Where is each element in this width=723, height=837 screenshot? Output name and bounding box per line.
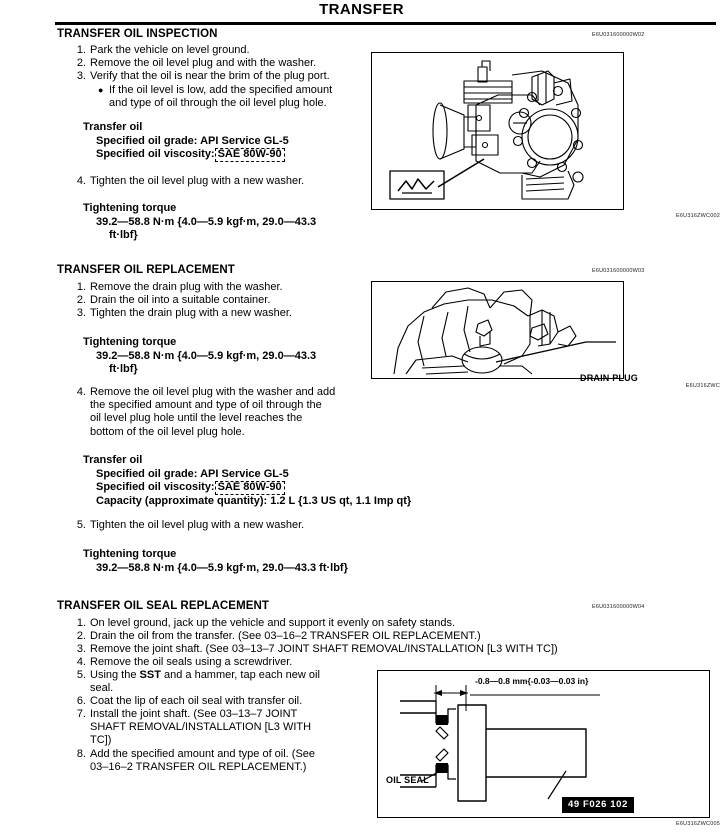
header-divider — [55, 22, 716, 25]
step-text-line3: TC]) — [90, 734, 112, 747]
spec-block-replacement — [83, 454, 411, 508]
step-item — [70, 643, 710, 656]
section-title-replacement: TRANSFER OIL REPLACEMENT — [57, 264, 235, 276]
page-header — [0, 0, 723, 26]
step-number: 4. — [76, 386, 86, 398]
figure-label-oil-seal: OIL SEAL — [386, 775, 429, 785]
section-ref-code-inspection: E6U031600000W02 — [592, 32, 645, 38]
step5-pre: Using the — [90, 669, 140, 681]
torque-value-line2: ft·lbf} — [109, 229, 138, 242]
step-number: 2. — [76, 57, 86, 69]
step-text-line4: bottom of the oil level plug hole. — [90, 425, 245, 438]
section-ref-code-replacement: E6U031600000W03 — [592, 268, 645, 274]
step-text-line2: 03–16–2 TRANSFER OIL REPLACEMENT.) — [90, 761, 307, 774]
torque-value-line2: ft·lbf} — [109, 363, 138, 376]
step-number: 4. — [76, 175, 86, 187]
step-item — [70, 307, 370, 320]
torque-value-line1: 39.2—58.8 N·m {4.0—5.9 kgf·m, 29.0—43.3 ft·lbf} — [96, 561, 348, 574]
step-number: 1. — [76, 44, 86, 56]
spec-oil-grade: Specified oil grade: API Service GL-5 — [96, 467, 289, 480]
step-item — [70, 519, 390, 532]
step-text: Remove the joint shaft. (See 03–13–7 JOINT SHAFT REMOVAL/INSTALLATION [L3 WITH TC]) — [90, 643, 558, 655]
bullet-text: If the oil level is low, add the specified amount and type of oil through the oil level plug hole. — [109, 84, 333, 110]
step-number: 1. — [76, 617, 86, 629]
step-item — [70, 656, 670, 669]
step-number: 4. — [76, 656, 86, 668]
sst-tool-number-badge: 49 F026 102 — [562, 797, 634, 813]
figure-label-drain-plug: DRAIN PLUG — [580, 373, 638, 383]
torque-block-replacement-1 — [83, 336, 316, 377]
spec-heading: Transfer oil — [83, 121, 143, 133]
step-text: Drain the oil from the transfer. (See 03–16–2 TRANSFER OIL REPLACEMENT.) — [90, 630, 481, 642]
spec-oil-viscosity-value: SAE 80W-90 — [215, 148, 285, 162]
step-item — [70, 630, 670, 643]
step-text: Verify that the oil is near the brim of the plug port. — [90, 70, 330, 82]
torque-heading: Tightening torque — [83, 548, 177, 560]
step-text-line1 — [90, 669, 370, 682]
step-item — [70, 669, 370, 695]
step-item — [70, 695, 370, 708]
step-text-line1: Remove the oil level plug with the washer and add — [90, 386, 336, 398]
step-item — [70, 708, 370, 748]
spec-oil-viscosity-label: Specified oil viscosity: — [96, 148, 215, 161]
torque-value-line1: 39.2—58.8 N·m {4.0—5.9 kgf·m, 29.0—43.3 — [96, 215, 317, 228]
figure-code-replacement: E6U316ZWC — [685, 383, 720, 389]
spec-oil-grade: Specified oil grade: API Service GL-5 — [96, 134, 289, 147]
step-text-line3: oil level plug hole until the level reaches the — [90, 412, 303, 425]
step-item — [70, 175, 370, 188]
step-number: 5. — [76, 519, 86, 531]
step-text-line2: SHAFT REMOVAL/INSTALLATION [L3 WITH — [90, 721, 312, 734]
step-text: Remove the oil seals using a screwdriver. — [90, 656, 293, 668]
section-title-inspection: TRANSFER OIL INSPECTION — [57, 28, 218, 40]
sst-abbrev: SST — [139, 669, 161, 681]
step-text-line2: the specified amount and type of oil through the — [90, 399, 322, 412]
figure-drain-plug — [371, 281, 624, 379]
step-number: 1. — [76, 281, 86, 293]
step-item — [70, 386, 370, 439]
spec-capacity: Capacity (approximate quantity): 1.2 L {1.3 US qt, 1.1 Imp qt} — [96, 494, 412, 507]
step-number: 3. — [76, 70, 86, 82]
step-item — [70, 70, 370, 83]
torque-value-line1: 39.2—58.8 N·m {4.0—5.9 kgf·m, 29.0—43.3 — [96, 349, 317, 362]
figure-transfer-assembly-drawing — [372, 53, 623, 209]
figure-oil-seal-sst — [377, 670, 710, 818]
step-text: Tighten the drain plug with a new washer. — [90, 307, 292, 319]
step-text-line2: seal. — [90, 682, 114, 695]
torque-heading: Tightening torque — [83, 336, 177, 348]
section-ref-code-seal: E6U031600000W04 — [592, 604, 645, 610]
figure-drain-plug-drawing — [372, 282, 623, 378]
step-text: Coat the lip of each oil seal with transfer oil. — [90, 695, 303, 707]
step-item — [70, 294, 370, 307]
spec-heading: Transfer oil — [83, 454, 143, 466]
torque-block-replacement-2 — [83, 548, 348, 575]
step-text-line1: Install the joint shaft. (See 03–13–7 JOINT — [90, 708, 298, 720]
bullet-dot-icon: ● — [98, 85, 104, 95]
step-item — [70, 281, 370, 294]
step-item — [70, 748, 370, 774]
step-number: 8. — [76, 748, 86, 760]
step-item — [70, 44, 370, 57]
step-number: 6. — [76, 695, 86, 707]
step-text: Tighten the oil level plug with a new washer. — [90, 175, 305, 187]
figure-dimension-label: -0.8—0.8 mm{-0.03—0.03 in} — [475, 676, 589, 686]
step-text: Drain the oil into a suitable container. — [90, 294, 271, 306]
step-number: 3. — [76, 643, 86, 655]
step-text: Remove the oil level plug and with the washer. — [90, 57, 317, 69]
page-title: TRANSFER — [319, 1, 404, 18]
figure-code-inspection: E6U316ZWC002 — [676, 213, 720, 219]
step-number: 2. — [76, 630, 86, 642]
step-text: Remove the drain plug with the washer. — [90, 281, 283, 293]
step-item — [70, 57, 370, 70]
section-title-seal: TRANSFER OIL SEAL REPLACEMENT — [57, 600, 270, 612]
bullet-item — [98, 84, 350, 110]
step5-post: and a hammer, tap each new oil — [160, 669, 320, 681]
spec-oil-viscosity-row — [96, 148, 289, 162]
spec-oil-viscosity-label: Specified oil viscosity: — [96, 481, 215, 494]
step-text-line1: Add the specified amount and type of oil. (See — [90, 748, 316, 760]
step-item — [70, 617, 670, 630]
spec-oil-viscosity-value: SAE 80W-90 — [215, 481, 285, 495]
step-number: 7. — [76, 708, 86, 720]
step-text: Tighten the oil level plug with a new washer. — [90, 519, 305, 531]
spec-oil-viscosity-row — [96, 481, 411, 495]
figure-transfer-assembly — [371, 52, 624, 210]
step-text: Park the vehicle on level ground. — [90, 44, 250, 56]
spec-block-inspection — [83, 121, 289, 162]
step-text: On level ground, jack up the vehicle and support it evenly on safety stands. — [90, 617, 456, 629]
step-number: 3. — [76, 307, 86, 319]
step-number: 5. — [76, 669, 86, 681]
torque-block-inspection — [83, 202, 316, 243]
step-number: 2. — [76, 294, 86, 306]
figure-oil-seal-sst-drawing — [378, 671, 709, 817]
torque-heading: Tightening torque — [83, 202, 177, 214]
figure-code-seal: E6U316ZWC005 — [676, 821, 720, 827]
